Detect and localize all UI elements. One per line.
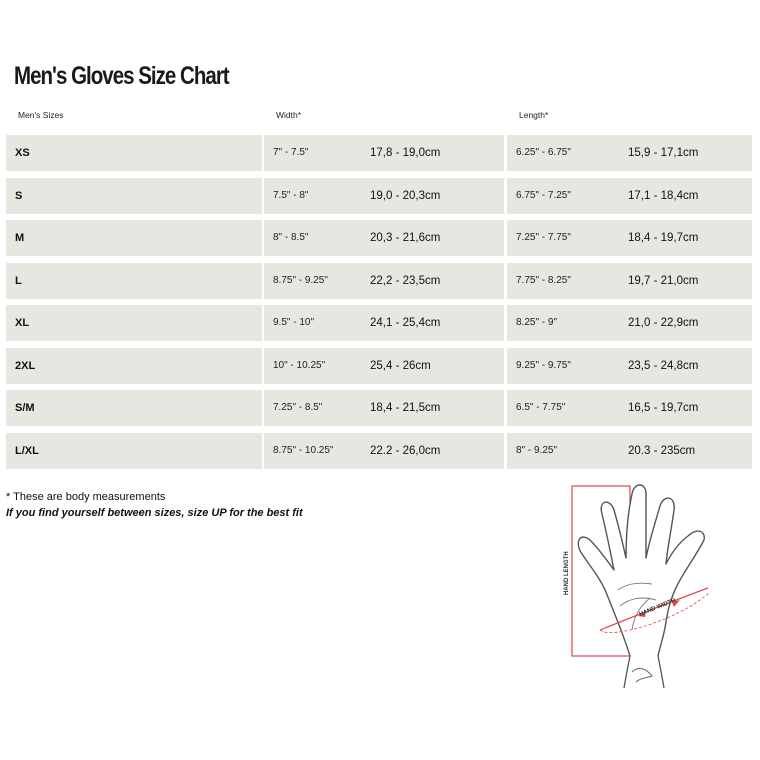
hand-outline: [578, 485, 704, 656]
width-inches: 7.5" - 8": [273, 189, 309, 201]
size-label: XL: [15, 317, 30, 329]
table-row: [6, 135, 752, 171]
table-row: [6, 220, 752, 256]
table-row: [6, 390, 752, 426]
length-inches: 6.25" - 6.75": [516, 147, 571, 158]
length-cm: 18,4 - 19,7cm: [628, 232, 699, 244]
hand-measurement-diagram: [560, 480, 750, 695]
length-cm: 19,7 - 21,0cm: [628, 274, 699, 287]
width-inches: 7" - 7.5": [273, 147, 309, 158]
length-cm: 15,9 - 17,1cm: [628, 147, 699, 159]
table-row: [6, 178, 752, 214]
width-cm: 25,4 - 26cm: [370, 359, 431, 372]
length-inches: 6.75" - 7.25": [516, 189, 571, 201]
length-cm: 16,5 - 19,7cm: [628, 402, 699, 414]
size-cell-background: [6, 263, 262, 299]
size-label: M: [15, 232, 25, 244]
width-cm: 19,0 - 20,3cm: [370, 189, 441, 202]
width-cm: 22,2 - 23,5cm: [370, 274, 441, 287]
header-width: Width*: [276, 110, 302, 120]
table-row: [6, 263, 752, 299]
size-label: L/XL: [15, 444, 39, 457]
length-inches: 7.25" - 7.75": [516, 232, 571, 243]
hand-width-label: HAND WIDTH: [638, 597, 677, 618]
width-cm: 18,4 - 21,5cm: [370, 402, 441, 414]
width-inches: 9.5" - 10": [273, 317, 315, 328]
size-cell-background: [6, 178, 262, 214]
width-cm: 20,3 - 21,6cm: [370, 232, 441, 244]
size-cell-background: [6, 348, 262, 384]
width-inches: 8" - 8.5": [273, 232, 309, 243]
size-cell-background: [6, 390, 262, 426]
size-label: L: [15, 274, 22, 287]
length-cm: 21,0 - 22,9cm: [628, 317, 699, 329]
page-title: Men's Gloves Size Chart: [14, 62, 229, 90]
hand-length-label: HAND LENGTH: [564, 551, 570, 595]
size-cell-background: [6, 135, 262, 171]
length-inches: 8.25" - 9": [516, 317, 558, 328]
length-inches: 6.5" - 7.75": [516, 402, 566, 413]
length-cm: 17,1 - 18,4cm: [628, 189, 699, 202]
length-inches: 8" - 9.25": [516, 444, 558, 456]
hand-measurement-icon: [560, 480, 750, 695]
table-row: [6, 433, 752, 469]
width-cm: 22.2 - 26,0cm: [370, 444, 441, 457]
width-inches: 10" - 10.25": [273, 359, 326, 371]
size-cell-background: [6, 305, 262, 341]
header-length: Length*: [519, 110, 549, 120]
size-label: 2XL: [15, 359, 36, 372]
width-cm: 24,1 - 25,4cm: [370, 317, 441, 329]
size-label: XS: [15, 147, 30, 159]
size-cell-background: [6, 220, 262, 256]
width-inches: 8.75" - 9.25": [273, 274, 328, 286]
size-cell-background: [6, 433, 262, 469]
length-cm: 20.3 - 235cm: [628, 444, 696, 457]
width-cm: 17,8 - 19,0cm: [370, 147, 441, 159]
length-inches: 9.25" - 9.75": [516, 359, 571, 371]
length-inches: 7.75" - 8.25": [516, 274, 571, 286]
table-row: [6, 305, 752, 341]
width-inches: 7.25" - 8.5": [273, 402, 323, 413]
length-cm: 23,5 - 24,8cm: [628, 359, 699, 372]
header-sizes: Men's Sizes: [18, 110, 64, 120]
size-up-note: If you find yourself between sizes, size UP for the best fit: [6, 507, 303, 519]
size-label: S/M: [15, 402, 35, 414]
size-label: S: [15, 189, 23, 202]
table-row: [6, 348, 752, 384]
width-inches: 8.75" - 10.25": [273, 444, 334, 456]
body-measurements-note: * These are body measurements: [6, 491, 166, 503]
